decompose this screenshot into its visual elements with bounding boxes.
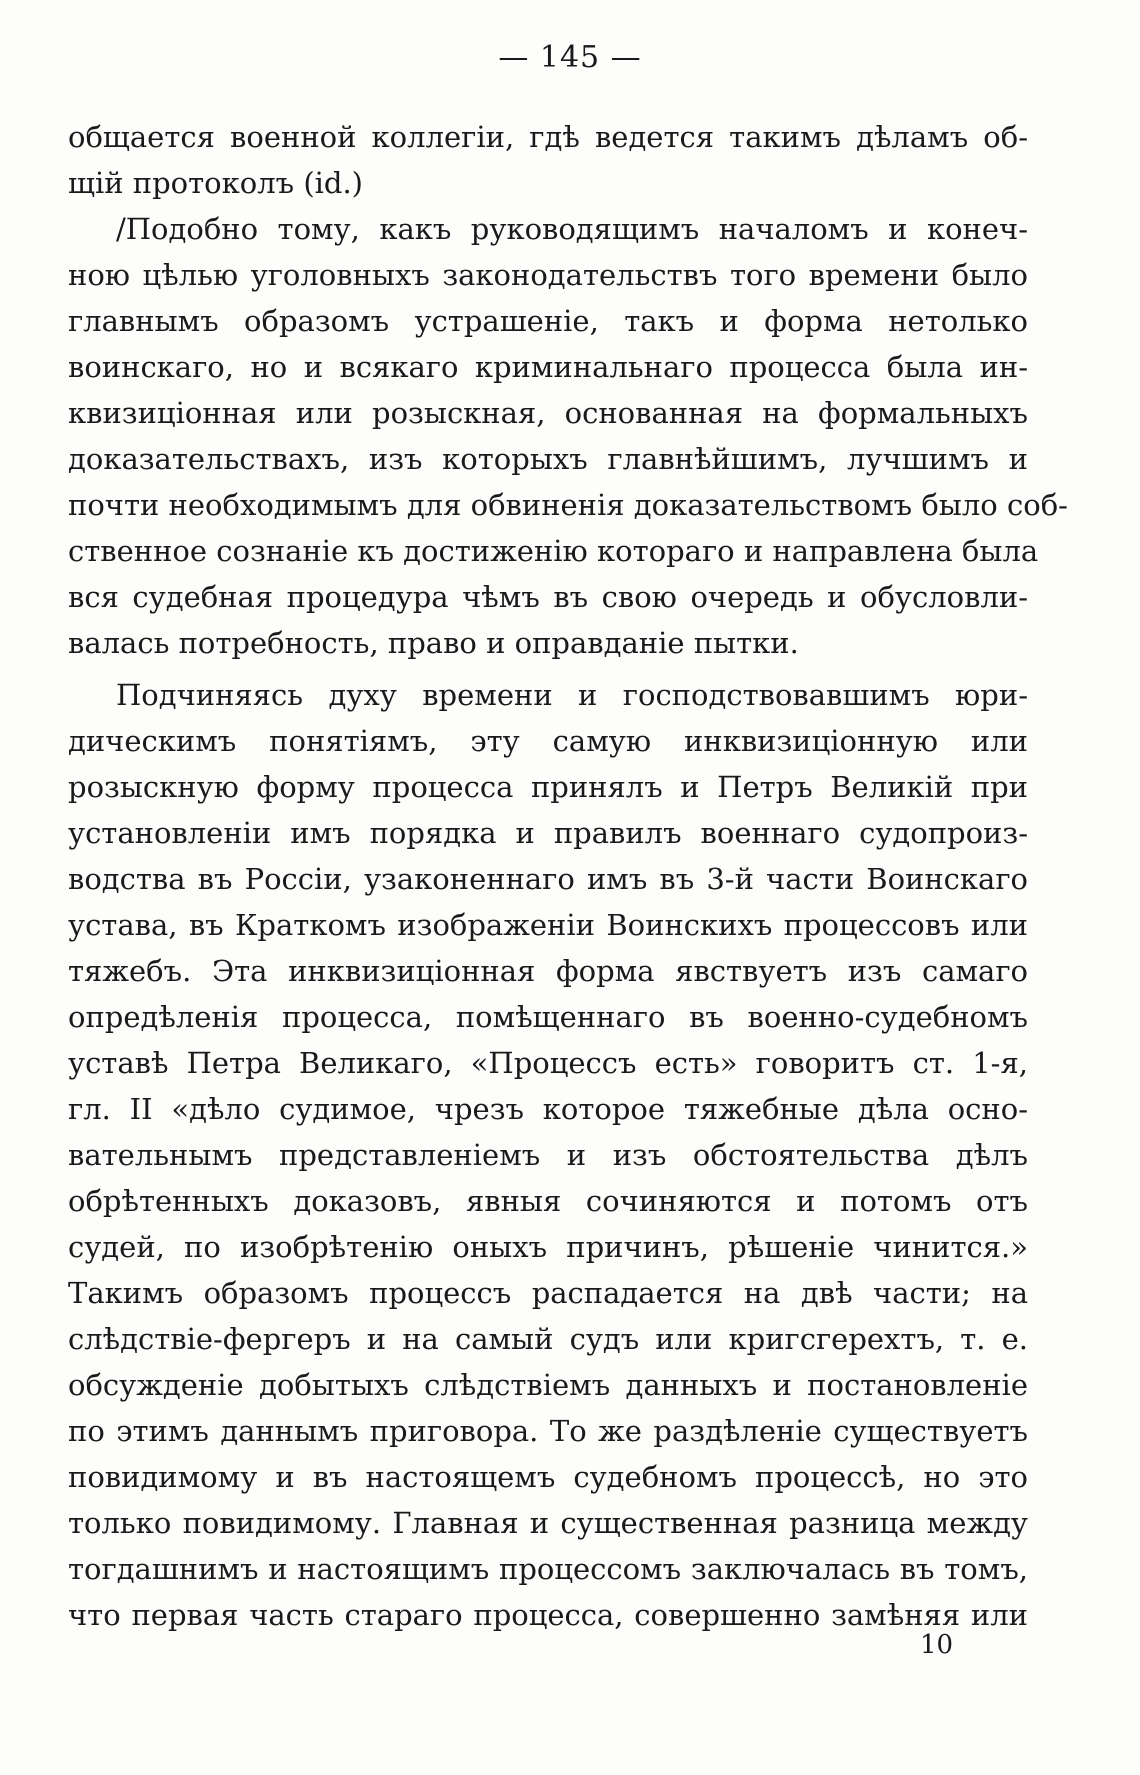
text-line: воинскаго, но и всякаго криминальнаго процесса была ин- [68,350,1028,384]
signature-mark: 10 [920,1630,954,1660]
text-line: щій протоколъ (id.) [68,166,363,200]
text-line: ною цѣлью уголовныхъ законодательствъ того времени было [68,258,1028,292]
text-line: тогдашнимъ и настоящимъ процессомъ заключалась въ томъ, [68,1552,1028,1586]
text-line: обрѣтенныхъ доказовъ, явныя сочиняются и потомъ отъ [68,1184,1028,1218]
text-line: обсужденіе добытыхъ слѣдствіемъ данныхъ и постановленіе [68,1368,1028,1402]
text-line: Подчиняясь духу времени и господствовавшимъ юри- [116,678,1028,712]
text-line: главнымъ образомъ устрашеніе, такъ и форма нетолько [68,304,1028,338]
text-line: вательнымъ представленіемъ и изъ обстоятельства дѣлъ [68,1138,1028,1172]
text-line: доказательствахъ, изъ которыхъ главнѣйшимъ, лучшимъ и [68,442,1028,476]
text-line: Такимъ образомъ процессъ распадается на двѣ части; на [68,1276,1028,1310]
text-line: квизиціонная или розыскная, основанная на формальныхъ [68,396,1028,430]
text-line: дическимъ понятіямъ, эту самую инквизиціонную или [68,724,1028,758]
text-line: вся судебная процедура чѣмъ въ свою очередь и обусловли- [68,580,1028,614]
text-line: гл. II «дѣло судимое, чрезъ которое тяжебные дѣла осно- [68,1092,1028,1126]
text-line: уставѣ Петра Великаго, «Процессъ есть» говоритъ ст. 1-я, [68,1046,1028,1080]
text-line: по этимъ даннымъ приговора. То же раздѣленіе существуетъ [68,1414,1028,1448]
text-line: тяжебъ. Эта инквизиціонная форма явствуетъ изъ самаго [68,954,1028,988]
body-text [68,114,1068,1638]
text-line: слѣдствіе-фергеръ и на самый судъ или кригсгерехтъ, т. е. [68,1322,1028,1356]
text-line: повидимому и въ настоящемъ судебномъ процессѣ, но это [68,1460,1028,1494]
text-line: опредѣленія процесса, помѣщеннаго въ военно-судебномъ [68,1000,1028,1034]
text-line: /Подобно тому, какъ руководящимъ началомъ и конеч- [116,212,1028,246]
text-line: судей, по изобрѣтенію оныхъ причинъ, рѣшеніе чинится.» [68,1230,1028,1264]
text-line: устава, въ Краткомъ изображеніи Воинскихъ процессовъ или [68,908,1028,942]
text-line: общается военной коллегіи, гдѣ ведется такимъ дѣламъ об- [68,120,1028,154]
text-line: валась потребность, право и оправданіе пытки. [68,626,799,660]
text-line: установленіи имъ порядка и правилъ военнаго судопроиз- [68,816,1028,850]
text-line: розыскную форму процесса принялъ и Петръ Великій при [68,770,1028,804]
text-line: что первая часть стараго процесса, совершенно замѣняя или [68,1598,1028,1632]
text-line: ственное сознаніе къ достиженію котораго и направлена была [68,534,1039,568]
page-number: — 145 — [498,40,642,75]
text-line: почти необходимымъ для обвиненія доказательствомъ было соб- [68,488,1068,522]
text-line: только повидимому. Главная и существенная разница между [68,1506,1028,1540]
text-line: водства въ Россіи, узаконеннаго имъ въ 3-й части Воинскаго [68,862,1028,896]
